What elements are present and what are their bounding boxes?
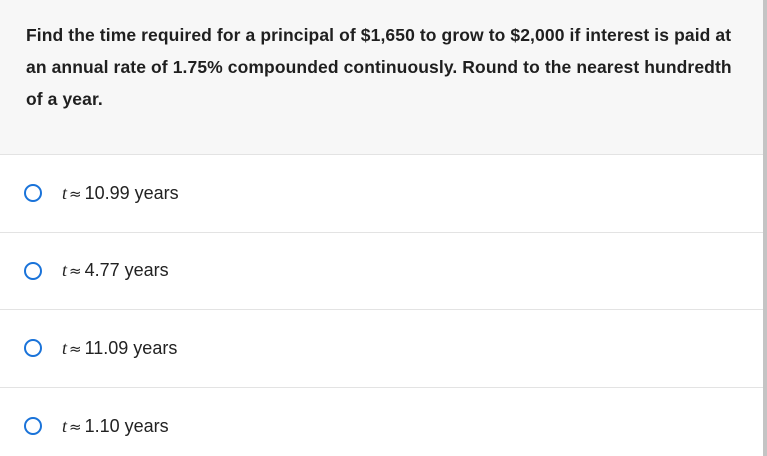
question-text: Find the time required for a principal of $1,650 to grow to $2,000 if interest is paid at an annual rate of 1.75% compounded continuously. Round to the nearest hundredth of a year. [26, 25, 732, 109]
approx-symbol: ≈ [69, 184, 82, 203]
radio-button-1[interactable] [24, 184, 42, 202]
answer-option-4[interactable] [0, 388, 763, 456]
radio-button-3[interactable] [24, 339, 42, 357]
variable-t: t [62, 182, 68, 203]
answer-value: 1.10 years [84, 415, 169, 436]
answer-option-1[interactable] [0, 155, 763, 233]
answer-options [0, 155, 763, 456]
answer-text-3 [62, 338, 177, 359]
approx-symbol: ≈ [69, 262, 82, 281]
variable-t: t [62, 337, 68, 358]
approx-symbol: ≈ [69, 417, 82, 436]
answer-text-1 [62, 183, 179, 204]
question-stem [0, 0, 763, 155]
answer-value: 10.99 years [84, 182, 179, 203]
answer-text-4 [62, 416, 169, 437]
answer-value: 11.09 years [84, 337, 178, 358]
variable-t: t [62, 415, 68, 436]
answer-option-3[interactable] [0, 310, 763, 388]
answer-option-2[interactable] [0, 233, 763, 311]
answer-value: 4.77 years [84, 260, 169, 281]
radio-button-4[interactable] [24, 417, 42, 435]
variable-t: t [62, 260, 68, 281]
approx-symbol: ≈ [69, 339, 82, 358]
answer-text-2 [62, 260, 169, 281]
radio-button-2[interactable] [24, 262, 42, 280]
